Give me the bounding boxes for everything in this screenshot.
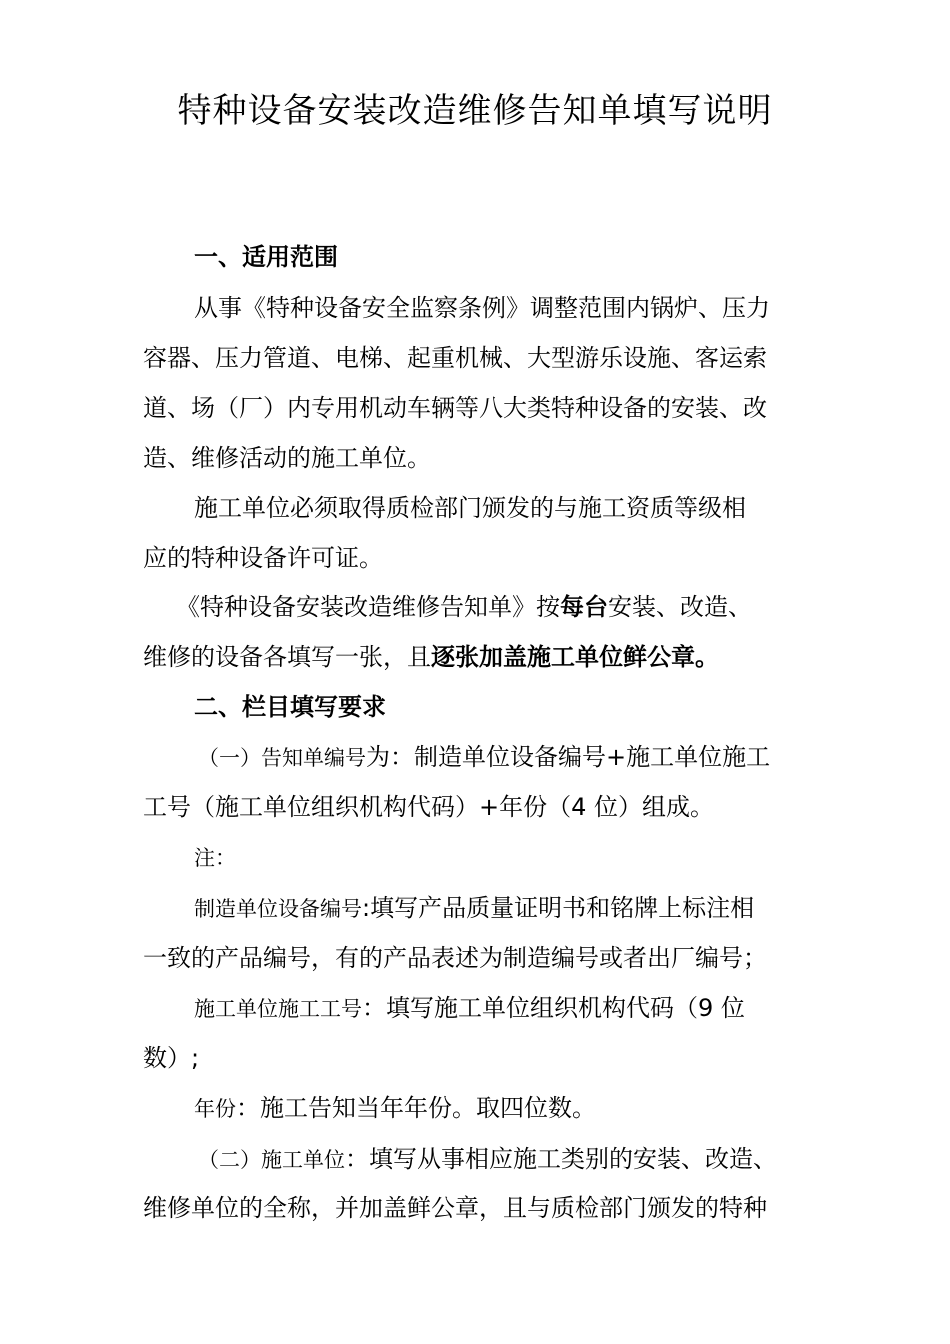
section-heading-fields: 二、栏目填写要求 bbox=[194, 693, 386, 721]
paragraph-line: 应的特种设备许可证。 bbox=[143, 544, 383, 572]
field-label: 年份 bbox=[194, 1097, 236, 1121]
field-label: （一）告知单编号 bbox=[198, 746, 366, 770]
text-run: ：填写从事相应施工类别的安装、改造、 bbox=[345, 1145, 777, 1173]
field-label: 制造单位设备编号 bbox=[194, 897, 362, 921]
field-label: （二）施工单位 bbox=[198, 1148, 345, 1172]
paragraph-line: 道、场（厂）内专用机动车辆等八大类特种设备的安装、改 bbox=[143, 394, 767, 422]
paragraph-line: 施工单位必须取得质检部门颁发的与施工资质等级相 bbox=[194, 494, 746, 522]
paragraph-line: 工号（施工单位组织机构代码）+年份（4 位）组成。 bbox=[143, 793, 715, 821]
paragraph-line bbox=[198, 1142, 777, 1177]
document-title: 特种设备安装改造维修告知单填写说明 bbox=[177, 91, 773, 131]
paragraph-line bbox=[176, 590, 752, 624]
text-run: 为：制造单位设备编号+施工单位施工 bbox=[366, 743, 771, 771]
paragraph-line bbox=[194, 1091, 596, 1126]
text-run: ：填写施工单位组织机构代码（9 位 bbox=[362, 994, 745, 1022]
field-label: 施工单位施工工号 bbox=[194, 997, 362, 1021]
paragraph-line bbox=[194, 891, 754, 926]
note-label: 注： bbox=[194, 846, 236, 870]
section-heading-scope: 一、适用范围 bbox=[194, 243, 338, 271]
emphasis-text: 逐张加盖施工单位鲜公章。 bbox=[431, 643, 719, 671]
text-run: 维修的设备各填写一张，且 bbox=[143, 643, 431, 671]
text-run: ：施工告知当年年份。取四位数。 bbox=[236, 1094, 596, 1122]
paragraph-line: 维修单位的全称，并加盖鲜公章，且与质检部门颁发的特种 bbox=[143, 1194, 767, 1222]
text-run: :填写产品质量证明书和铭牌上标注相 bbox=[362, 894, 755, 922]
paragraph-line: 一致的产品编号，有的产品表述为制造编号或者出厂编号； bbox=[143, 944, 767, 972]
emphasis-text: 每台 bbox=[560, 593, 608, 621]
paragraph-line: 容器、压力管道、电梯、起重机械、大型游乐设施、客运索 bbox=[143, 344, 767, 372]
paragraph-line bbox=[198, 740, 770, 775]
paragraph-line bbox=[143, 640, 719, 674]
text-run: 安装、改造、 bbox=[608, 593, 752, 621]
text-run: 《特种设备安装改造维修告知单》按 bbox=[176, 593, 560, 621]
paragraph-line: 从事《特种设备安全监察条例》调整范围内锅炉、压力 bbox=[194, 294, 770, 322]
paragraph-line: 数）; bbox=[143, 1044, 200, 1072]
paragraph-line bbox=[194, 991, 745, 1026]
paragraph-line: 造、维修活动的施工单位。 bbox=[143, 444, 431, 472]
